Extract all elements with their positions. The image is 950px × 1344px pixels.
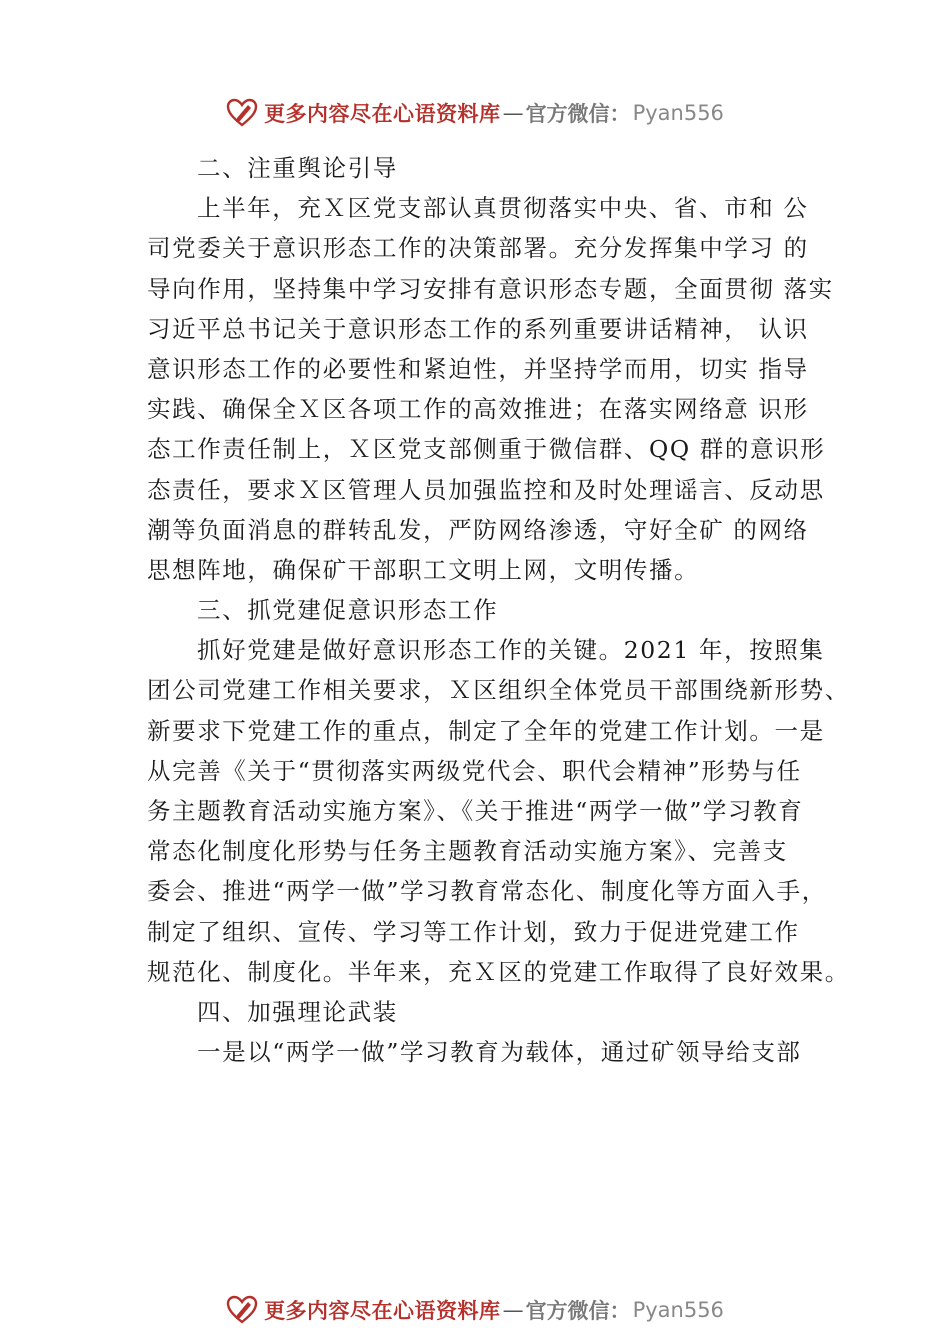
text-line: 实践、确保全Ｘ区各项工作的高效推进；在落实网络意 识形 [147,395,809,424]
text-line: 态工作责任制上，Ｘ区党支部侧重于微信群、QQ 群的意识形 [147,435,826,464]
text-line: 意识形态工作的必要性和紧迫性，并坚持学而用，切实 指导 [147,354,809,383]
header-wechat-label: 官方微信： [525,101,631,126]
header-separator: — [502,101,524,125]
text-line: 态责任，要求Ｘ区管理人员加强监控和及时处理谣言、反动思 [147,475,825,504]
text-line: 三、抓党建促意识形态工作 [197,596,499,625]
text-line: 务主题教育活动实施方案》、《关于推进“两学一做”学习教育 [147,797,804,825]
header-banner [0,93,950,133]
header-wechat-id: Pyan556 [632,101,724,125]
footer-separator: — [502,1298,524,1322]
text-line: 制定了组织、宣传、学习等工作计划，致力于促进党建工作 [147,917,800,946]
text-line: 团公司党建工作相关要求，Ｘ区组织全体党员干部围绕新形势、 [147,676,850,705]
footer-banner [0,1290,950,1330]
heart-pen-logo-icon [226,1294,258,1326]
text-line: 四、加强理论武装 [197,997,398,1026]
text-line: 规范化、制度化。半年来，充Ｘ区的党建工作取得了良好效果。 [147,957,850,986]
text-line: 习近平总书记关于意识形态工作的系列重要讲话精神， 认识 [147,314,809,343]
text-line: 司党委关于意识形态工作的决策部署。充分发挥集中学习 的 [147,234,809,263]
footer-wechat-id: Pyan556 [632,1298,724,1322]
text-line: 上半年，充Ｘ区党支部认真贯彻落实中央、省、市和 公 [197,194,809,223]
text-line: 常态化制度化形势与任务主题教育活动实施方案》、完善支 [147,837,788,866]
document-body [147,148,850,1072]
text-line: 新要求下党建工作的重点，制定了全年的党建工作计划。一是 [147,716,825,745]
text-line: 从完善《关于“贯彻落实两级党代会、职代会精神”形势与任 [147,756,802,785]
heart-pen-logo-icon [226,97,258,129]
header-brand-text: 更多内容尽在心语资料库 [264,101,501,126]
text-line: 委会、推进“两学一做”学习教育常态化、制度化等方面入手， [147,877,827,906]
footer-wechat-label: 官方微信： [525,1298,631,1323]
text-line: 二、注重舆论引导 [197,154,398,182]
text-line: 导向作用，坚持集中学习安排有意识形态专题，全面贯彻 落实 [147,274,834,303]
text-line: 抓好党建是做好意识形态工作的关键。2021 年，按照集 [197,636,825,665]
text-line: 思想阵地，确保矿干部职工文明上网，文明传播。 [147,555,700,584]
footer-brand-text: 更多内容尽在心语资料库 [264,1298,501,1323]
text-line: 潮等负面消息的群转乱发，严防网络渗透，守好全矿 的网络 [147,515,809,544]
text-line: 一是以“两学一做”学习教育为载体，通过矿领导给支部 [197,1038,802,1067]
